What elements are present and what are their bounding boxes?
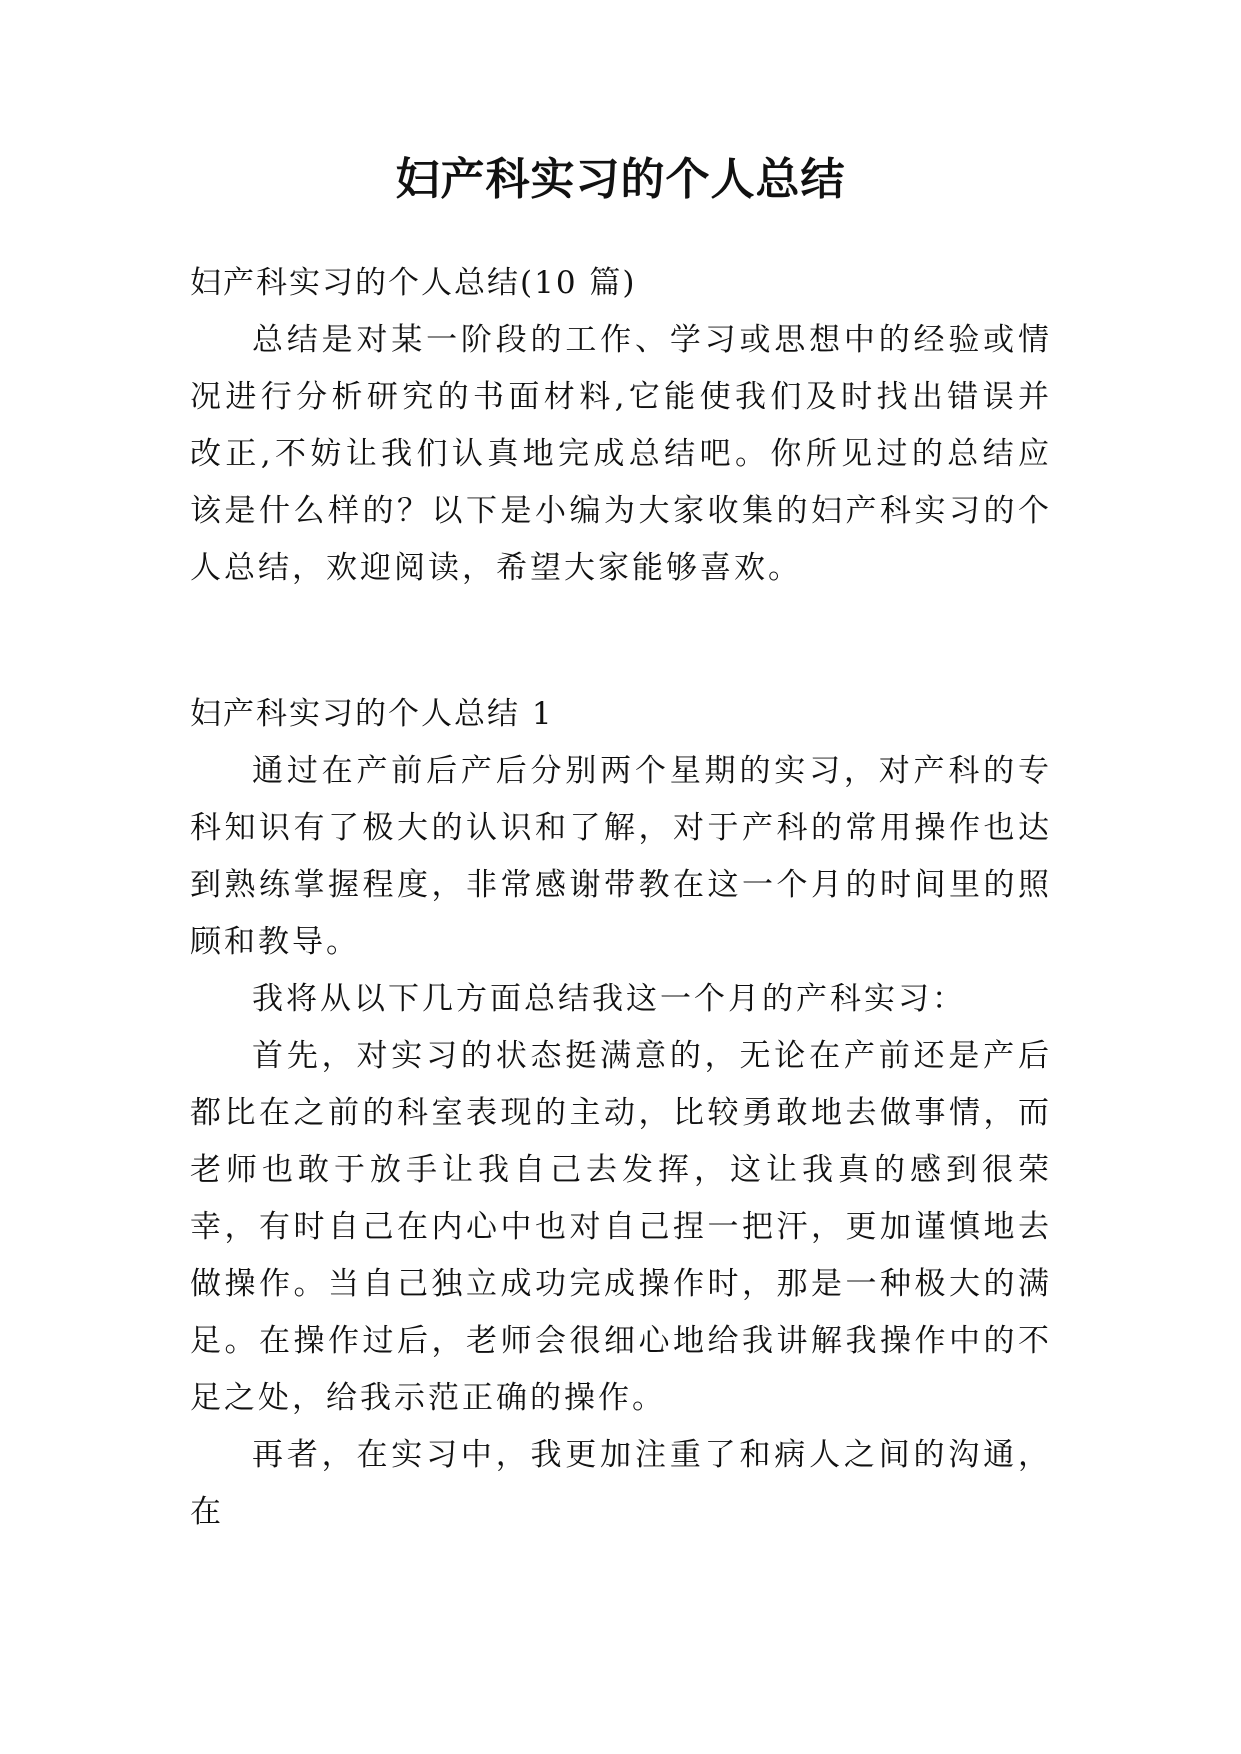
intro-paragraph: 总结是对某一阶段的工作、学习或思想中的经验或情况进行分析研究的书面材料,它能使我们及时找出错误并改正,不妨让我们认真地完成总结吧。你所见过的总结应该是什么样的？以下是小编为大家收集的妇产科实习的个人总结，欢迎阅读，希望大家能够喜欢。 [190,322,1052,586]
intro-section [190,312,1052,597]
section-1-body [190,743,1052,1541]
body-paragraph: 再者，在实习中，我更加注重了和病人之间的沟通，在 [190,1437,1052,1530]
body-paragraph: 通过在产前后产后分别两个星期的实习，对产科的专科知识有了极大的认识和了解，对于产科的常用操作也达到熟练掌握程度，非常感谢带教在这一个月的时间里的照顾和教导。 [190,753,1052,960]
body-paragraph: 我将从以下几方面总结我这一个月的产科实习： [252,981,966,1017]
section-1-heading: 妇产科实习的个人总结 1 [190,696,554,732]
document-title: 妇产科实习的个人总结 [395,154,846,205]
body-paragraph: 首先，对实习的状态挺满意的，无论在产前还是产后都比在之前的科室表现的主动，比较勇敢地去做事情，而老师也敢于放手让我自己去发挥，这让我真的感到很荣幸，有时自己在内心中也对自己捏一把汗，更加谨慎地去做操作。当自己独立成功完成操作时，那是一种极大的满足。在操作过后，老师会很细心地给我讲解我操作中的不足之处，给我示范正确的操作。 [190,1038,1052,1416]
collection-heading: 妇产科实习的个人总结(10 篇) [190,265,637,301]
